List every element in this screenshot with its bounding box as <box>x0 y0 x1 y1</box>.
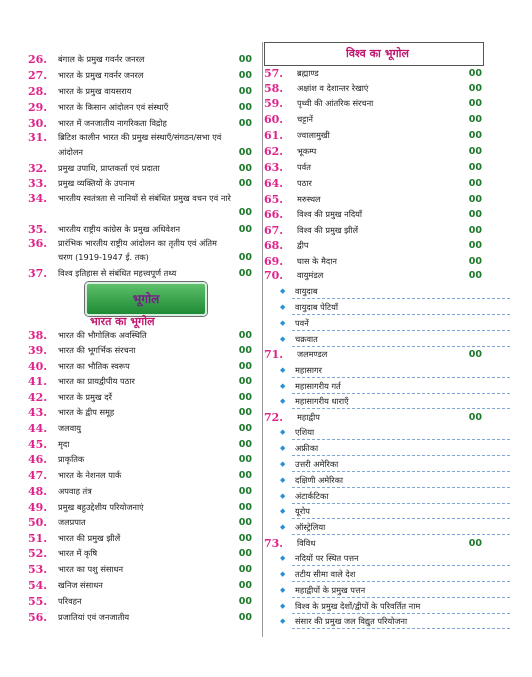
sub-item-title: वायुदाब <box>295 286 318 296</box>
toc-row-continued <box>0 145 262 160</box>
column-divider <box>262 42 263 637</box>
toc-row[interactable] <box>0 116 262 131</box>
item-number: 64. <box>264 177 284 190</box>
item-number: 66. <box>264 208 284 221</box>
item-page: 00 <box>238 86 252 97</box>
item-title: घास के मैदान <box>297 256 337 266</box>
item-page: 00 <box>238 118 252 129</box>
toc-row[interactable] <box>264 144 532 159</box>
dashed-underline <box>292 628 510 629</box>
diamond-bullet-icon: ◆ <box>280 617 286 625</box>
item-number: 41. <box>28 375 48 388</box>
toc-row[interactable] <box>264 347 532 362</box>
item-number: 67. <box>264 224 284 237</box>
diamond-bullet-icon: ◆ <box>280 586 286 594</box>
diamond-bullet-icon: ◆ <box>280 366 286 374</box>
item-title: प्रमुख बहुउद्देशीय परियोजनाएं <box>58 502 144 512</box>
toc-row-continued <box>0 250 262 265</box>
item-page: 00 <box>468 209 482 220</box>
toc-row[interactable] <box>0 343 262 358</box>
item-title: विविध <box>297 538 316 548</box>
diamond-bullet-icon: ◆ <box>280 382 286 390</box>
item-page: 00 <box>468 146 482 157</box>
item-number: 52. <box>28 547 48 560</box>
dashed-underline <box>292 455 510 456</box>
item-number: 68. <box>264 239 284 252</box>
item-title: विश्व की प्रमुख झीलें <box>297 225 359 235</box>
item-number: 46. <box>28 453 48 466</box>
toc-row[interactable] <box>0 484 262 499</box>
item-page: 00 <box>238 178 252 189</box>
item-page: 00 <box>238 612 252 623</box>
item-title: भूकम्प <box>297 146 317 156</box>
item-title: प्रजातियां एवं जनजातीय <box>58 612 130 622</box>
item-page: 00 <box>238 345 252 356</box>
item-page: 00 <box>468 178 482 189</box>
toc-row[interactable] <box>264 536 532 551</box>
item-number: 35. <box>28 223 48 236</box>
diamond-bullet-icon: ◆ <box>280 570 286 578</box>
item-page: 00 <box>468 194 482 205</box>
sub-item-title: चक्रवात <box>295 334 318 344</box>
item-number: 29. <box>28 101 48 114</box>
toc-row[interactable] <box>0 562 262 577</box>
sub-item-title: विश्व के प्रमुख देशों/द्वीपों के परिवर्तित नाम <box>295 601 421 611</box>
dashed-underline <box>292 377 510 378</box>
item-title: प्रारंभिक भारतीय राष्ट्रीय आंदोलन का तृतीय एवं अंतिम <box>58 238 217 248</box>
item-page: 00 <box>468 68 482 79</box>
sub-item-title: वायुदाब पेटियाँ <box>295 302 338 312</box>
sub-item-title: महासागर <box>295 365 322 375</box>
item-page: 00 <box>238 70 252 81</box>
dashed-underline <box>292 597 510 598</box>
item-number: 73. <box>264 537 284 550</box>
item-page: 00 <box>238 423 252 434</box>
item-title: भारतीय स्वतंत्रता से नानियों से संबंधित प्रमुख वचन एवं नारे <box>58 193 231 203</box>
item-number: 27. <box>28 69 48 82</box>
toc-row[interactable] <box>0 437 262 452</box>
item-title-continued: चरण (1919-1947 ई. तक) <box>58 252 149 262</box>
item-page: 00 <box>238 407 252 418</box>
item-number: 49. <box>28 501 48 514</box>
item-page: 00 <box>238 596 252 607</box>
item-page: 00 <box>468 270 482 281</box>
item-title: भारत का पशु संसाधन <box>58 564 124 574</box>
item-page: 00 <box>238 252 252 263</box>
item-title: ज्वालामुखी <box>297 130 330 140</box>
toc-row[interactable] <box>0 266 262 281</box>
sub-item[interactable] <box>264 504 532 519</box>
sub-item-title: अफ्रीका <box>295 443 319 453</box>
toc-row[interactable] <box>0 578 262 593</box>
item-title: वायुमंडल <box>297 270 324 280</box>
item-number: 55. <box>28 595 48 608</box>
item-number: 60. <box>264 113 284 126</box>
diamond-bullet-icon: ◆ <box>280 507 286 515</box>
item-title-continued: आंदोलन <box>58 147 83 157</box>
toc-row[interactable] <box>0 515 262 530</box>
item-number: 69. <box>264 255 284 268</box>
toc-row[interactable] <box>0 452 262 467</box>
dashed-underline <box>292 439 510 440</box>
toc-row[interactable] <box>264 176 532 191</box>
diamond-bullet-icon: ◆ <box>280 476 286 484</box>
item-title: अपवाह तंत्र <box>58 486 92 496</box>
item-title: भारत के द्वीप समूह <box>58 407 115 417</box>
diamond-bullet-icon: ◆ <box>280 335 286 343</box>
toc-row[interactable] <box>264 112 532 127</box>
item-title: मरुस्थल <box>297 194 321 204</box>
toc-row[interactable] <box>0 328 262 343</box>
item-number: 38. <box>28 329 48 342</box>
dashed-underline <box>292 487 510 488</box>
toc-row[interactable] <box>264 207 532 222</box>
item-number: 26. <box>28 53 48 66</box>
toc-row[interactable] <box>0 236 262 251</box>
item-page: 00 <box>238 548 252 559</box>
item-page: 00 <box>238 163 252 174</box>
item-page: 00 <box>238 224 252 235</box>
item-number: 30. <box>28 117 48 130</box>
item-page: 00 <box>468 130 482 141</box>
item-number: 70. <box>264 269 284 282</box>
item-number: 54. <box>28 579 48 592</box>
diamond-bullet-icon: ◆ <box>280 303 286 311</box>
item-number: 51. <box>28 532 48 545</box>
sub-item[interactable] <box>264 316 532 331</box>
item-title: भारत का भौतिक स्वरूप <box>58 361 130 371</box>
item-number: 36. <box>28 237 48 250</box>
item-page: 00 <box>468 162 482 173</box>
item-page: 00 <box>238 392 252 403</box>
item-page: 00 <box>238 454 252 465</box>
sub-item-title: महाद्वीपों के प्रमुख पत्तन <box>295 585 366 595</box>
diamond-bullet-icon: ◆ <box>280 319 286 327</box>
toc-row[interactable] <box>0 468 262 483</box>
item-title: भारत का प्रायद्वीपीय पठार <box>58 376 135 386</box>
item-number: 34. <box>28 192 48 205</box>
sub-item-title: महासागरीय धाराएँ <box>295 396 349 406</box>
item-page: 00 <box>238 502 252 513</box>
sub-item-title: महासागरीय गर्त <box>295 381 341 391</box>
item-page: 00 <box>238 517 252 528</box>
item-number: 56. <box>28 611 48 624</box>
item-page: 00 <box>468 98 482 109</box>
toc-row[interactable] <box>264 160 532 175</box>
item-title: भारत के नेशनल पार्क <box>58 470 122 480</box>
item-title: भारत में जनजातीय नागरिकता विद्रोह <box>58 118 167 128</box>
item-title: विश्व इतिहास से संबंधित महत्त्वपूर्ण तथ्य <box>58 268 177 278</box>
sub-item[interactable] <box>264 441 532 456</box>
toc-row[interactable] <box>0 52 262 67</box>
toc-row[interactable] <box>264 254 532 269</box>
item-page: 00 <box>238 268 252 279</box>
item-number: 53. <box>28 563 48 576</box>
item-number: 47. <box>28 469 48 482</box>
diamond-bullet-icon: ◆ <box>280 602 286 610</box>
item-number: 71. <box>264 348 284 361</box>
sub-item-title: एशिया <box>295 427 315 437</box>
item-number: 61. <box>264 129 284 142</box>
item-page: 00 <box>468 538 482 549</box>
item-page: 00 <box>238 533 252 544</box>
item-number: 57. <box>264 67 284 80</box>
toc-row[interactable] <box>0 405 262 420</box>
toc-row[interactable] <box>0 84 262 99</box>
item-title: बंगाल के प्रमुख गवर्नर जनरल <box>58 54 145 64</box>
item-page: 00 <box>238 470 252 481</box>
sub-item-title: ऑस्ट्रेलिया <box>295 522 326 532</box>
item-title: मृदा <box>58 439 70 449</box>
item-title: पठार <box>297 178 312 188</box>
item-page: 00 <box>238 376 252 387</box>
item-page: 00 <box>238 147 252 158</box>
dashed-underline <box>292 518 510 519</box>
item-page: 00 <box>468 240 482 251</box>
item-title: खनिज संसाधन <box>58 580 103 590</box>
item-number: 65. <box>264 193 284 206</box>
world-geography-heading: विश्व का भूगोल <box>346 47 409 60</box>
geography-banner-label: भूगोल <box>132 292 160 306</box>
item-page: 00 <box>468 256 482 267</box>
item-number: 31. <box>28 131 48 144</box>
item-number: 43. <box>28 406 48 419</box>
sub-item-title: अंटार्कटिका <box>295 491 329 501</box>
sub-item[interactable] <box>264 363 532 378</box>
diamond-bullet-icon: ◆ <box>280 397 286 405</box>
item-number: 42. <box>28 391 48 404</box>
item-number: 44. <box>28 422 48 435</box>
dashed-underline <box>292 314 510 315</box>
toc-row[interactable] <box>264 66 532 81</box>
item-page: 00 <box>468 114 482 125</box>
item-title: पृथ्वी की आंतरिक संरचना <box>297 98 374 108</box>
sub-item-title: दक्षिणी अमेरिका <box>295 475 344 485</box>
toc-row[interactable] <box>0 546 262 561</box>
item-page: 00 <box>238 439 252 450</box>
item-number: 48. <box>28 485 48 498</box>
diamond-bullet-icon: ◆ <box>280 287 286 295</box>
sub-item[interactable] <box>264 614 532 629</box>
sub-item[interactable] <box>264 489 532 504</box>
toc-row[interactable] <box>0 222 262 237</box>
dashed-underline <box>292 330 510 331</box>
sub-item[interactable] <box>264 567 532 582</box>
item-title: भारत के प्रमुख दर्रे <box>58 392 112 402</box>
india-geography-heading: भारत का भूगोल <box>90 315 155 328</box>
sub-item[interactable] <box>264 457 532 472</box>
toc-row[interactable] <box>264 96 532 111</box>
item-title: महाद्वीप <box>297 412 320 422</box>
item-title: भारत के प्रमुख गवर्नर जनरल <box>58 70 144 80</box>
sub-item-title: उत्तरी अमेरिका <box>295 459 339 469</box>
item-title: प्राकृतिक <box>58 454 85 464</box>
item-title: जलवायु <box>58 423 82 433</box>
item-number: 72. <box>264 411 284 424</box>
diamond-bullet-icon: ◆ <box>280 444 286 452</box>
sub-item[interactable] <box>264 332 532 347</box>
item-page: 00 <box>238 207 252 218</box>
item-number: 39. <box>28 344 48 357</box>
item-page: 00 <box>238 54 252 65</box>
sub-item[interactable] <box>264 583 532 598</box>
sub-item[interactable] <box>264 284 532 299</box>
toc-row[interactable] <box>0 421 262 436</box>
item-number: 37. <box>28 267 48 280</box>
item-title: भारत के प्रमुख वायसराय <box>58 86 132 96</box>
toc-row[interactable] <box>0 100 262 115</box>
sub-item[interactable] <box>264 520 532 535</box>
dashed-underline <box>292 581 510 582</box>
item-title: द्वीप <box>297 240 309 250</box>
dashed-underline <box>292 534 510 535</box>
sub-item[interactable] <box>264 379 532 394</box>
sub-item[interactable] <box>264 473 532 488</box>
toc-row[interactable] <box>0 500 262 515</box>
item-title: परिवहन <box>58 596 82 606</box>
toc-row[interactable] <box>0 594 262 609</box>
item-title: ब्रह्माण्ड <box>297 68 319 78</box>
item-title: विश्व की प्रमुख नदियाँ <box>297 209 363 219</box>
toc-row[interactable] <box>264 192 532 207</box>
item-page: 00 <box>238 564 252 575</box>
sub-item-title: यूरोप <box>295 506 310 516</box>
item-number: 59. <box>264 97 284 110</box>
sub-item-title: संसार की प्रमुख जल विद्युत परियोजना <box>295 616 408 626</box>
item-number: 28. <box>28 85 48 98</box>
item-title: चट्टानें <box>297 114 313 124</box>
item-title: ब्रिटिश कालीन भारत की प्रमुख संस्थाएँ/संगठन/सभा एवं <box>58 132 222 142</box>
toc-row[interactable] <box>0 176 262 191</box>
diamond-bullet-icon: ◆ <box>280 428 286 436</box>
sub-item-title: नदियों पर स्थित पत्तन <box>295 553 359 563</box>
item-page: 00 <box>238 330 252 341</box>
item-number: 58. <box>264 82 284 95</box>
toc-row[interactable] <box>0 374 262 389</box>
diamond-bullet-icon: ◆ <box>280 554 286 562</box>
item-page: 00 <box>238 361 252 372</box>
sub-item[interactable] <box>264 425 532 440</box>
item-number: 32. <box>28 162 48 175</box>
sub-item[interactable] <box>264 394 532 409</box>
geography-banner <box>85 282 207 316</box>
toc-row[interactable] <box>264 268 532 283</box>
item-title: भारत की प्रमुख झीलें <box>58 533 121 543</box>
toc-row-continued <box>0 205 262 220</box>
sub-item[interactable] <box>264 599 532 614</box>
sub-item[interactable] <box>264 300 532 315</box>
toc-row[interactable] <box>0 191 262 206</box>
dashed-underline <box>292 298 510 299</box>
item-title: भारत की भूगर्भिक संरचना <box>58 345 136 355</box>
item-page: 00 <box>238 580 252 591</box>
toc-row[interactable] <box>0 68 262 83</box>
toc-row[interactable] <box>0 531 262 546</box>
toc-row[interactable] <box>0 610 262 625</box>
item-page: 00 <box>238 486 252 497</box>
item-page: 00 <box>238 102 252 113</box>
toc-row[interactable] <box>264 81 532 96</box>
item-number: 50. <box>28 516 48 529</box>
item-title: भारत के किसान आंदोलन एवं संस्थाएँ <box>58 102 169 112</box>
toc-row[interactable] <box>264 223 532 238</box>
item-page: 00 <box>468 412 482 423</box>
toc-row[interactable] <box>0 161 262 176</box>
toc-row[interactable] <box>0 359 262 374</box>
item-title: जलप्रपात <box>58 517 86 527</box>
item-title: भारतीय राष्ट्रीय कांग्रेस के प्रमुख अधिवेशन <box>58 224 181 234</box>
item-number: 62. <box>264 145 284 158</box>
sub-item-title: तटीय सीमा वाले देश <box>295 569 356 579</box>
item-number: 33. <box>28 177 48 190</box>
diamond-bullet-icon: ◆ <box>280 492 286 500</box>
toc-row[interactable] <box>264 410 532 425</box>
item-title: भारत में कृषि <box>58 548 98 558</box>
item-title: भारत की भौगोलिक अवस्थिति <box>58 330 147 340</box>
diamond-bullet-icon: ◆ <box>280 523 286 531</box>
item-title: प्रमुख व्यक्तियों के उपनाम <box>58 178 135 188</box>
item-number: 40. <box>28 360 48 373</box>
item-title: प्रमुख उपाधि, प्राप्तकर्ता एवं प्रदाता <box>58 163 160 173</box>
item-page: 00 <box>468 83 482 94</box>
dashed-underline <box>292 408 510 409</box>
toc-row[interactable] <box>264 238 532 253</box>
item-page: 00 <box>468 225 482 236</box>
item-title: जलमण्डल <box>297 349 328 359</box>
item-title: पर्वत <box>297 162 311 172</box>
item-page: 00 <box>468 349 482 360</box>
item-title: अक्षांश व देशान्तर रेखाएं <box>297 83 369 93</box>
dashed-underline <box>292 471 510 472</box>
diamond-bullet-icon: ◆ <box>280 460 286 468</box>
sub-item-title: पवनें <box>295 318 309 328</box>
toc-row[interactable] <box>264 128 532 143</box>
toc-row[interactable] <box>0 390 262 405</box>
item-number: 45. <box>28 438 48 451</box>
dashed-underline <box>292 565 510 566</box>
toc-row[interactable] <box>0 130 262 145</box>
sub-item[interactable] <box>264 551 532 566</box>
item-number: 63. <box>264 161 284 174</box>
